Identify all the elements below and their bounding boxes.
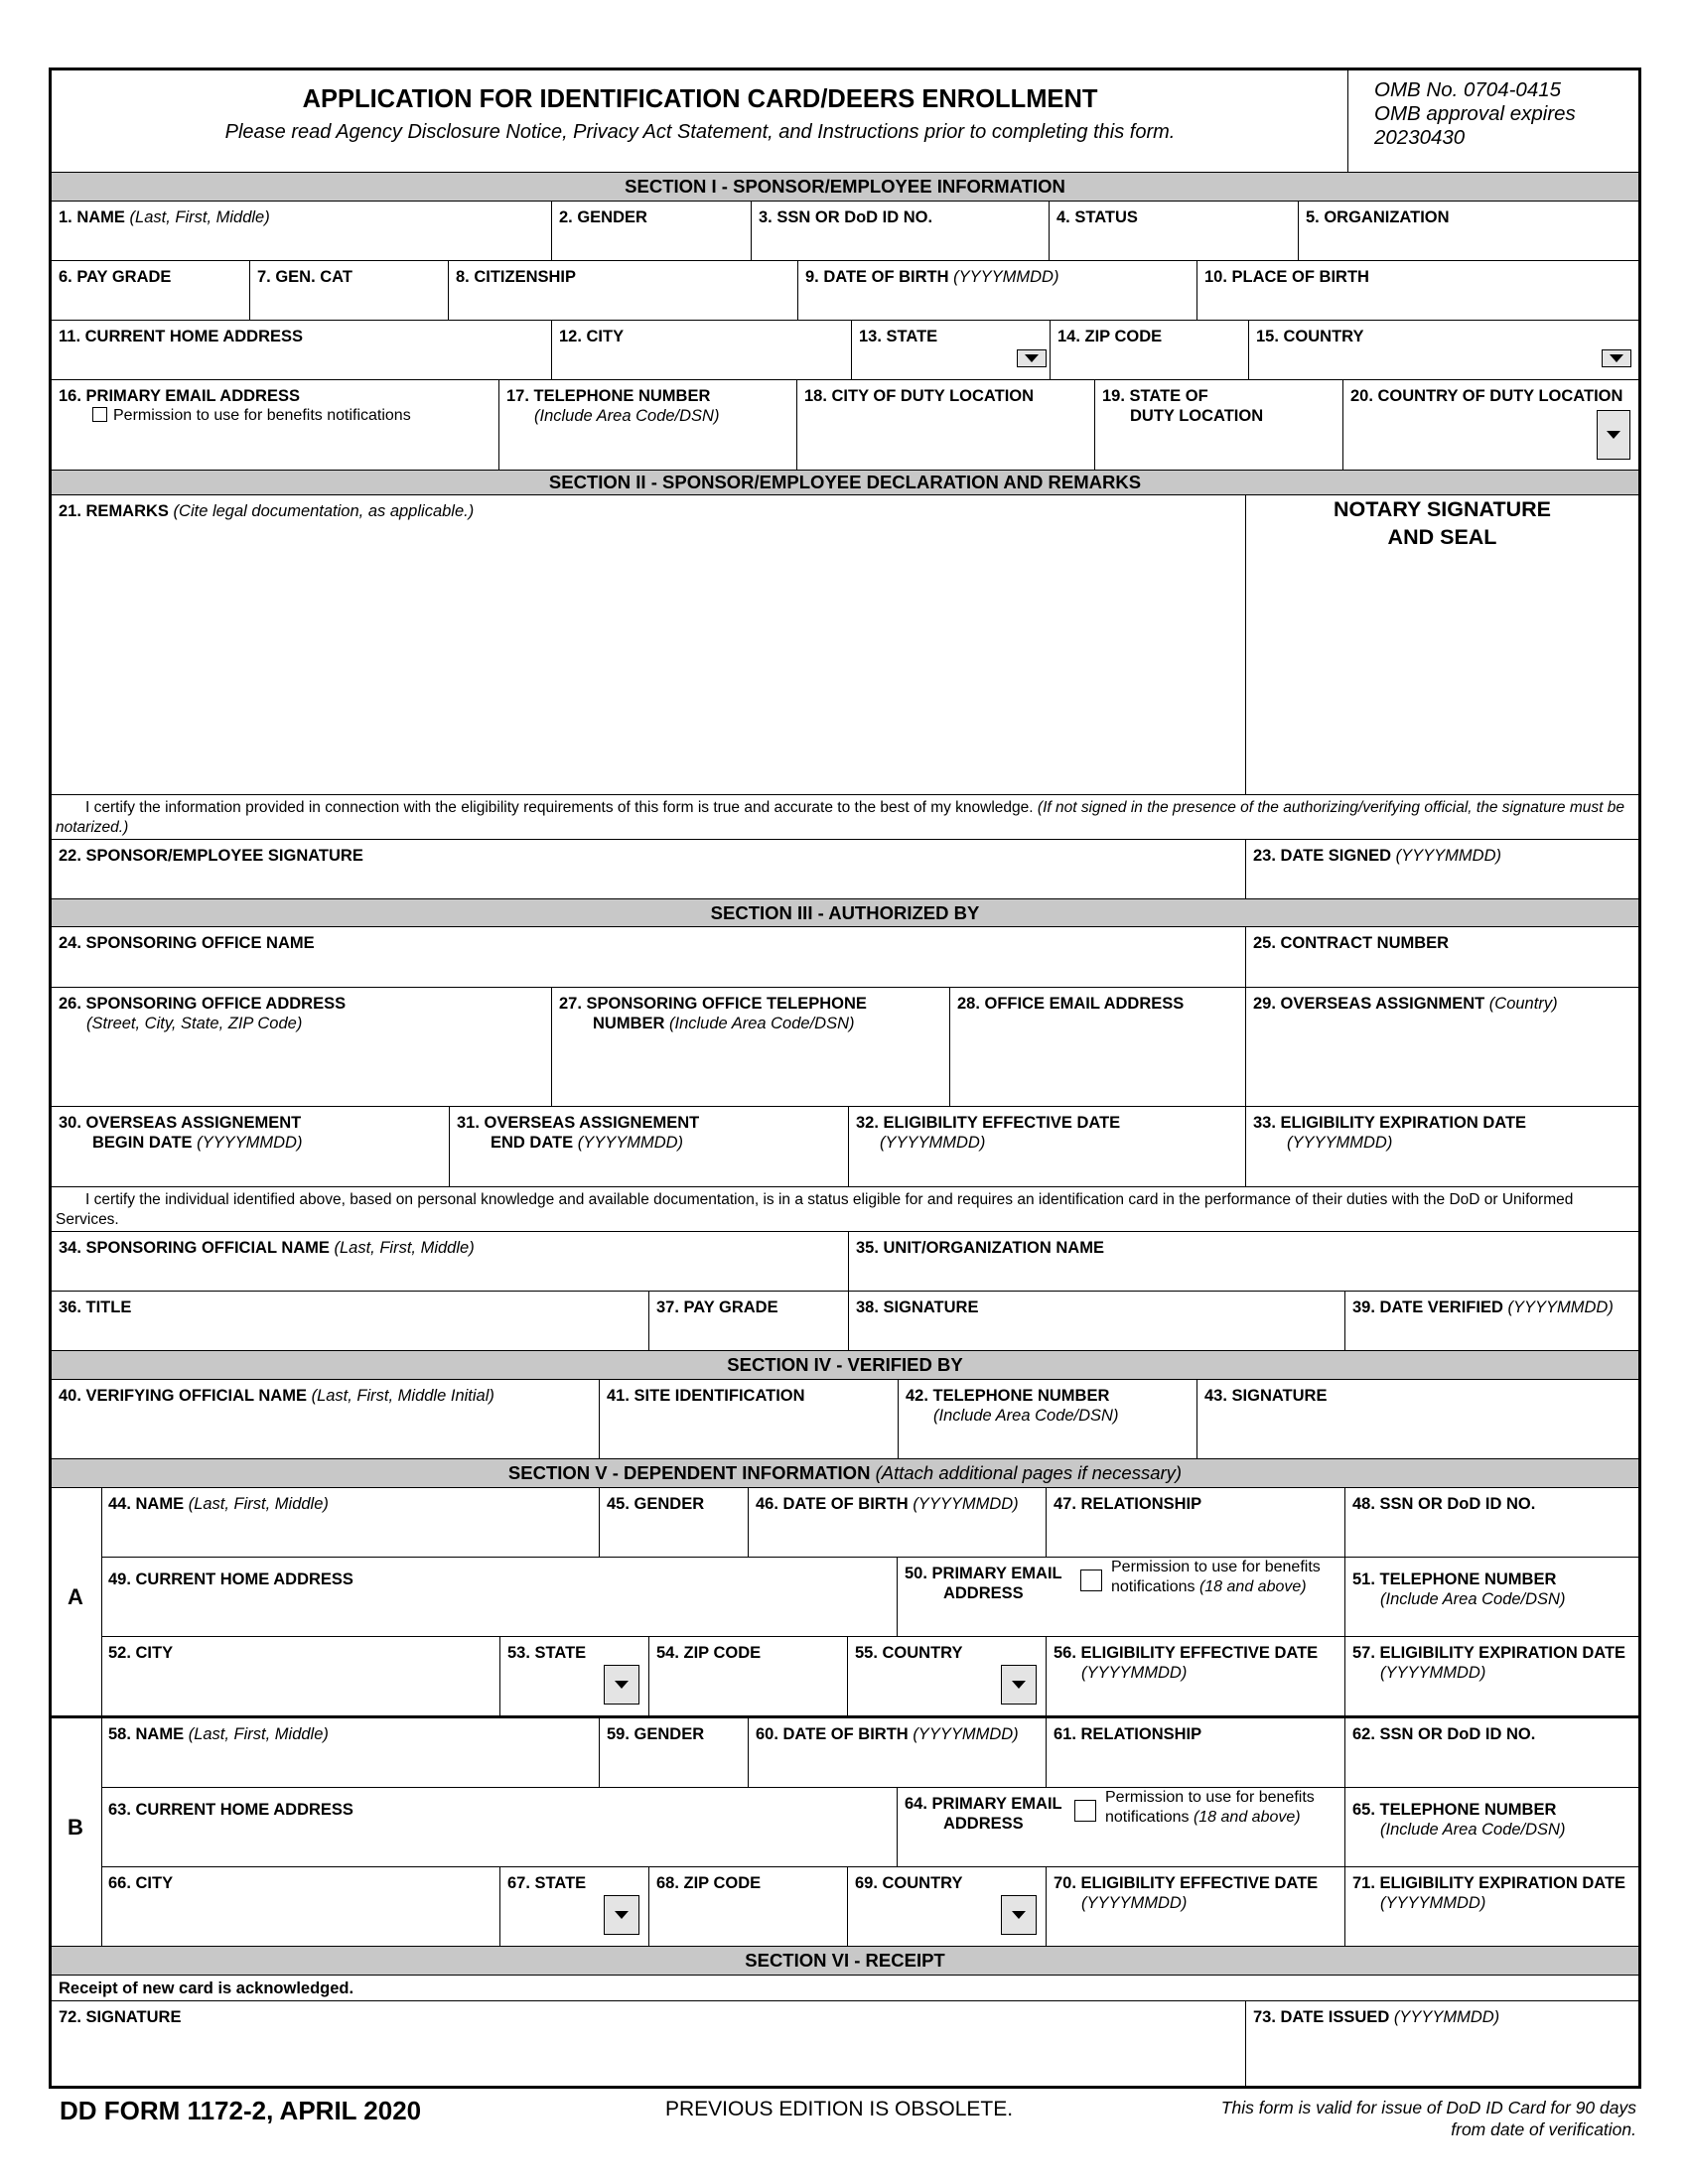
notary-box [1246, 495, 1638, 794]
row-36-39 [52, 1292, 1638, 1351]
row-6-10 [52, 261, 1638, 321]
field-duty-country[interactable]: 20. COUNTRY OF DUTY LOCATION [1343, 380, 1638, 470]
form-header [52, 70, 1638, 173]
dep-b-zip[interactable]: 68. ZIP CODE [649, 1867, 848, 1946]
duty-country-dropdown-icon[interactable] [1597, 410, 1630, 460]
field-telephone[interactable]: 17. TELEPHONE NUMBER (Include Area Code/DSN) [499, 380, 797, 470]
field-contract-number[interactable]: 25. CONTRACT NUMBER [1253, 934, 1450, 952]
omb-date: 20230430 [1374, 126, 1466, 149]
section-3-header: SECTION III - AUTHORIZED BY [52, 899, 1638, 927]
dep-b-telephone[interactable]: 65. TELEPHONE NUMBER (Include Area Code/DSN) [1352, 1801, 1566, 1839]
field-date-signed[interactable]: 23. DATE SIGNED (YYYYMMDD) [1253, 847, 1501, 865]
field-duty-city[interactable]: 18. CITY OF DUTY LOCATION [797, 380, 1095, 470]
dep-a-email[interactable]: 50. PRIMARY EMAIL ADDRESS Permission to use for benefits notifications (18 and above) [898, 1558, 1345, 1636]
field-name[interactable]: 1. NAME (Last, First, Middle) [52, 202, 552, 260]
dep-b-permission-checkbox[interactable] [1074, 1800, 1096, 1822]
dep-a-permission-checkbox[interactable] [1080, 1570, 1102, 1591]
form-id: DD FORM 1172-2, APRIL 2020 [60, 2096, 422, 2125]
field-status[interactable]: 4. STATUS [1050, 202, 1299, 260]
field-date-of-birth[interactable]: 9. DATE OF BIRTH (YYYYMMDD) [798, 261, 1197, 320]
dep-a-country[interactable]: 55. COUNTRY [848, 1637, 1047, 1715]
dependent-a-label-column [52, 1488, 102, 1715]
dep-b-state-dropdown-icon[interactable] [604, 1895, 639, 1935]
field-state[interactable]: 13. STATE [852, 321, 1051, 379]
dep-a-telephone[interactable]: 51. TELEPHONE NUMBER (Include Area Code/DSN) [1352, 1570, 1566, 1608]
dep-b-row-3 [101, 1867, 1638, 1946]
row-16-20 [52, 380, 1638, 471]
dep-a-ssn[interactable]: 48. SSN OR DoD ID NO. [1352, 1495, 1536, 1513]
dep-b-city[interactable]: 66. CITY [101, 1867, 500, 1946]
field-ssn[interactable]: 3. SSN OR DoD ID NO. [752, 202, 1050, 260]
field-sponsoring-office-telephone[interactable]: 27. SPONSORING OFFICE TELEPHONE NUMBER (Include Area Code/DSN) [552, 988, 950, 1106]
dep-a-dob[interactable]: 46. DATE OF BIRTH (YYYYMMDD) [749, 1488, 1047, 1557]
field-sponsoring-office-address[interactable]: 26. SPONSORING OFFICE ADDRESS (Street, City, State, ZIP Code) [52, 988, 552, 1106]
dep-b-gender[interactable]: 59. GENDER [600, 1718, 749, 1787]
state-dropdown-icon[interactable] [1017, 349, 1047, 367]
field-sponsor-signature[interactable]: 22. SPONSOR/EMPLOYEE SIGNATURE [52, 840, 1246, 898]
row-1-5 [52, 202, 1638, 261]
field-remarks[interactable]: 21. REMARKS (Cite legal documentation, as applicable.) [52, 495, 1246, 794]
section-4-header: SECTION IV - VERIFIED BY [52, 1351, 1638, 1380]
dependent-b-label-column [52, 1718, 102, 1946]
dep-a-zip[interactable]: 54. ZIP CODE [649, 1637, 848, 1715]
field-zip[interactable]: 14. ZIP CODE [1051, 321, 1249, 379]
notary-subtitle: AND SEAL [1387, 525, 1497, 549]
receipt-ack-row [52, 1976, 1638, 2001]
section-2-header: SECTION II - SPONSOR/EMPLOYEE DECLARATION AND REMARKS [52, 471, 1638, 495]
dep-b-relationship[interactable]: 61. RELATIONSHIP [1047, 1718, 1345, 1787]
dep-a-city[interactable]: 52. CITY [101, 1637, 500, 1715]
field-citizenship[interactable]: 8. CITIZENSHIP [449, 261, 798, 320]
sponsor-certification: I certify the information provided in connection with the eligibility requirements of this form is true and accurate to the best of my knowledge. (If not signed in the presence of the authorizing/verifying official, the signature must be notarized.) [52, 794, 1638, 840]
field-gen-cat[interactable]: 7. GEN. CAT [250, 261, 449, 320]
dep-b-state[interactable]: 67. STATE [500, 1867, 649, 1946]
field-pay-grade[interactable]: 6. PAY GRADE [52, 261, 250, 320]
email-permission-checkbox[interactable] [92, 407, 107, 422]
dep-a-relationship[interactable]: 47. RELATIONSHIP [1047, 1488, 1345, 1557]
form-subtitle: Please read Agency Disclosure Notice, Privacy Act Statement, and Instructions prior to completing this form. [224, 121, 1176, 143]
dep-b-email[interactable]: 64. PRIMARY EMAIL ADDRESS Permission to use for benefits notifications (18 and above) [898, 1788, 1345, 1866]
field-place-of-birth[interactable]: 10. PLACE OF BIRTH [1204, 268, 1369, 286]
dep-a-name[interactable]: 44. NAME (Last, First, Middle) [101, 1488, 600, 1557]
authorizing-certification: I certify the individual identified above, based on personal knowledge and available documentation, is in a status eligible for and requires an identification card in the performance of their duties with the DoD or Uniformed Services. [52, 1186, 1638, 1232]
dep-a-state[interactable]: 53. STATE [500, 1637, 649, 1715]
field-official-pay-grade[interactable]: 37. PAY GRADE [649, 1292, 849, 1350]
dep-b-address[interactable]: 63. CURRENT HOME ADDRESS [101, 1788, 898, 1866]
field-date-verified[interactable]: 39. DATE VERIFIED (YYYYMMDD) [1352, 1298, 1614, 1316]
dep-b-country[interactable]: 69. COUNTRY [848, 1867, 1047, 1946]
dep-b-country-dropdown-icon[interactable] [1001, 1895, 1037, 1935]
dep-b-dob[interactable]: 60. DATE OF BIRTH (YYYYMMDD) [749, 1718, 1047, 1787]
field-duty-state[interactable]: 19. STATE OF DUTY LOCATION [1095, 380, 1343, 470]
field-title[interactable]: 36. TITLE [52, 1292, 649, 1350]
field-sponsoring-official-name[interactable]: 34. SPONSORING OFFICIAL NAME (Last, First, Middle) [52, 1232, 849, 1291]
dep-b-row-1 [101, 1718, 1638, 1788]
field-receipt-signature[interactable]: 72. SIGNATURE [52, 2001, 1246, 2086]
dep-a-eligibility-effective[interactable]: 56. ELIGIBILITY EFFECTIVE DATE (YYYYMMDD) [1047, 1637, 1345, 1715]
dep-a-country-dropdown-icon[interactable] [1001, 1665, 1037, 1705]
field-overseas-begin-date[interactable]: 30. OVERSEAS ASSIGNEMENT BEGIN DATE (YYYYMMDD) [52, 1107, 450, 1186]
field-site-identification[interactable]: 41. SITE IDENTIFICATION [600, 1380, 899, 1458]
dependent-a-letter: A [68, 1584, 83, 1609]
receipt-acknowledgment: Receipt of new card is acknowledged. [59, 1979, 354, 1997]
notary-title: NOTARY SIGNATURE [1334, 497, 1551, 521]
dep-b-eligibility-expiration[interactable]: 71. ELIGIBILITY EXPIRATION DATE (YYYYMMDD) [1352, 1874, 1626, 1912]
field-country[interactable]: 15. COUNTRY [1249, 321, 1638, 379]
dependent-a-block [52, 1488, 1638, 1718]
field-organization[interactable]: 5. ORGANIZATION [1306, 208, 1450, 226]
section-1-header: SECTION I - SPONSOR/EMPLOYEE INFORMATION [52, 173, 1638, 202]
field-eligibility-effective[interactable]: 32. ELIGIBILITY EFFECTIVE DATE (YYYYMMDD) [849, 1107, 1246, 1186]
row-40-43 [52, 1380, 1638, 1459]
field-home-address[interactable]: 11. CURRENT HOME ADDRESS [52, 321, 552, 379]
dep-a-state-dropdown-icon[interactable] [604, 1665, 639, 1705]
dep-a-row-3 [101, 1637, 1638, 1715]
field-office-email[interactable]: 28. OFFICE EMAIL ADDRESS [950, 988, 1246, 1106]
dep-b-eligibility-effective[interactable]: 70. ELIGIBILITY EFFECTIVE DATE (YYYYMMDD) [1047, 1867, 1345, 1946]
dep-a-row-1 [101, 1488, 1638, 1558]
dep-a-gender[interactable]: 45. GENDER [600, 1488, 749, 1557]
dep-a-eligibility-expiration[interactable]: 57. ELIGIBILITY EXPIRATION DATE (YYYYMMDD) [1352, 1644, 1626, 1682]
obsolete-notice: PREVIOUS EDITION IS OBSOLETE. [665, 2098, 1014, 2120]
section-5-header: SECTION V - DEPENDENT INFORMATION (Attach additional pages if necessary) [52, 1459, 1638, 1488]
dep-a-row-2 [101, 1558, 1638, 1637]
field-official-signature[interactable]: 38. SIGNATURE [849, 1292, 1345, 1350]
field-verifier-telephone[interactable]: 42. TELEPHONE NUMBER (Include Area Code/DSN) [899, 1380, 1197, 1458]
omb-number: OMB No. 0704-0415 [1374, 78, 1562, 101]
field-overseas-assignment[interactable]: 29. OVERSEAS ASSIGNMENT (Country) [1253, 995, 1558, 1013]
row-26-29 [52, 988, 1638, 1107]
field-verifying-official-name[interactable]: 40. VERIFYING OFFICIAL NAME (Last, First, Middle Initial) [52, 1380, 600, 1458]
field-verifier-signature[interactable]: 43. SIGNATURE [1204, 1387, 1328, 1405]
row-remarks [52, 495, 1638, 794]
field-primary-email[interactable]: 16. PRIMARY EMAIL ADDRESS Permission to use for benefits notifications [52, 380, 499, 470]
dependent-b-block [52, 1718, 1638, 1947]
dep-b-ssn[interactable]: 62. SSN OR DoD ID NO. [1352, 1725, 1536, 1743]
field-unit-organization[interactable]: 35. UNIT/ORGANIZATION NAME [856, 1239, 1104, 1257]
field-eligibility-expiration[interactable]: 33. ELIGIBILITY EXPIRATION DATE (YYYYMMDD) [1253, 1114, 1527, 1152]
field-sponsoring-office-name[interactable]: 24. SPONSORING OFFICE NAME [52, 927, 1246, 987]
field-gender[interactable]: 2. GENDER [552, 202, 752, 260]
row-24-25 [52, 927, 1638, 988]
section-6-header: SECTION VI - RECEIPT [52, 1947, 1638, 1976]
country-dropdown-icon[interactable] [1602, 349, 1631, 367]
form-title: APPLICATION FOR IDENTIFICATION CARD/DEERS ENROLLMENT [302, 85, 1098, 113]
row-72-73 [52, 2001, 1638, 2086]
dependent-b-letter: B [68, 1815, 83, 1840]
dep-b-name[interactable]: 58. NAME (Last, First, Middle) [101, 1718, 600, 1787]
validity-note: This form is valid for issue of DoD ID Card for 90 days from date of verification. [1220, 2098, 1636, 2139]
row-22-23 [52, 840, 1638, 899]
field-city[interactable]: 12. CITY [552, 321, 852, 379]
field-date-issued[interactable]: 73. DATE ISSUED (YYYYMMDD) [1253, 2008, 1500, 2026]
row-30-33 [52, 1107, 1638, 1186]
form-frame [49, 68, 1641, 2089]
field-overseas-end-date[interactable]: 31. OVERSEAS ASSIGNEMENT END DATE (YYYYMMDD) [450, 1107, 849, 1186]
dep-a-address[interactable]: 49. CURRENT HOME ADDRESS [101, 1558, 898, 1636]
row-11-15 [52, 321, 1638, 380]
dep-b-row-2 [101, 1788, 1638, 1867]
row-34-35 [52, 1232, 1638, 1292]
omb-expires: OMB approval expires [1374, 102, 1576, 125]
